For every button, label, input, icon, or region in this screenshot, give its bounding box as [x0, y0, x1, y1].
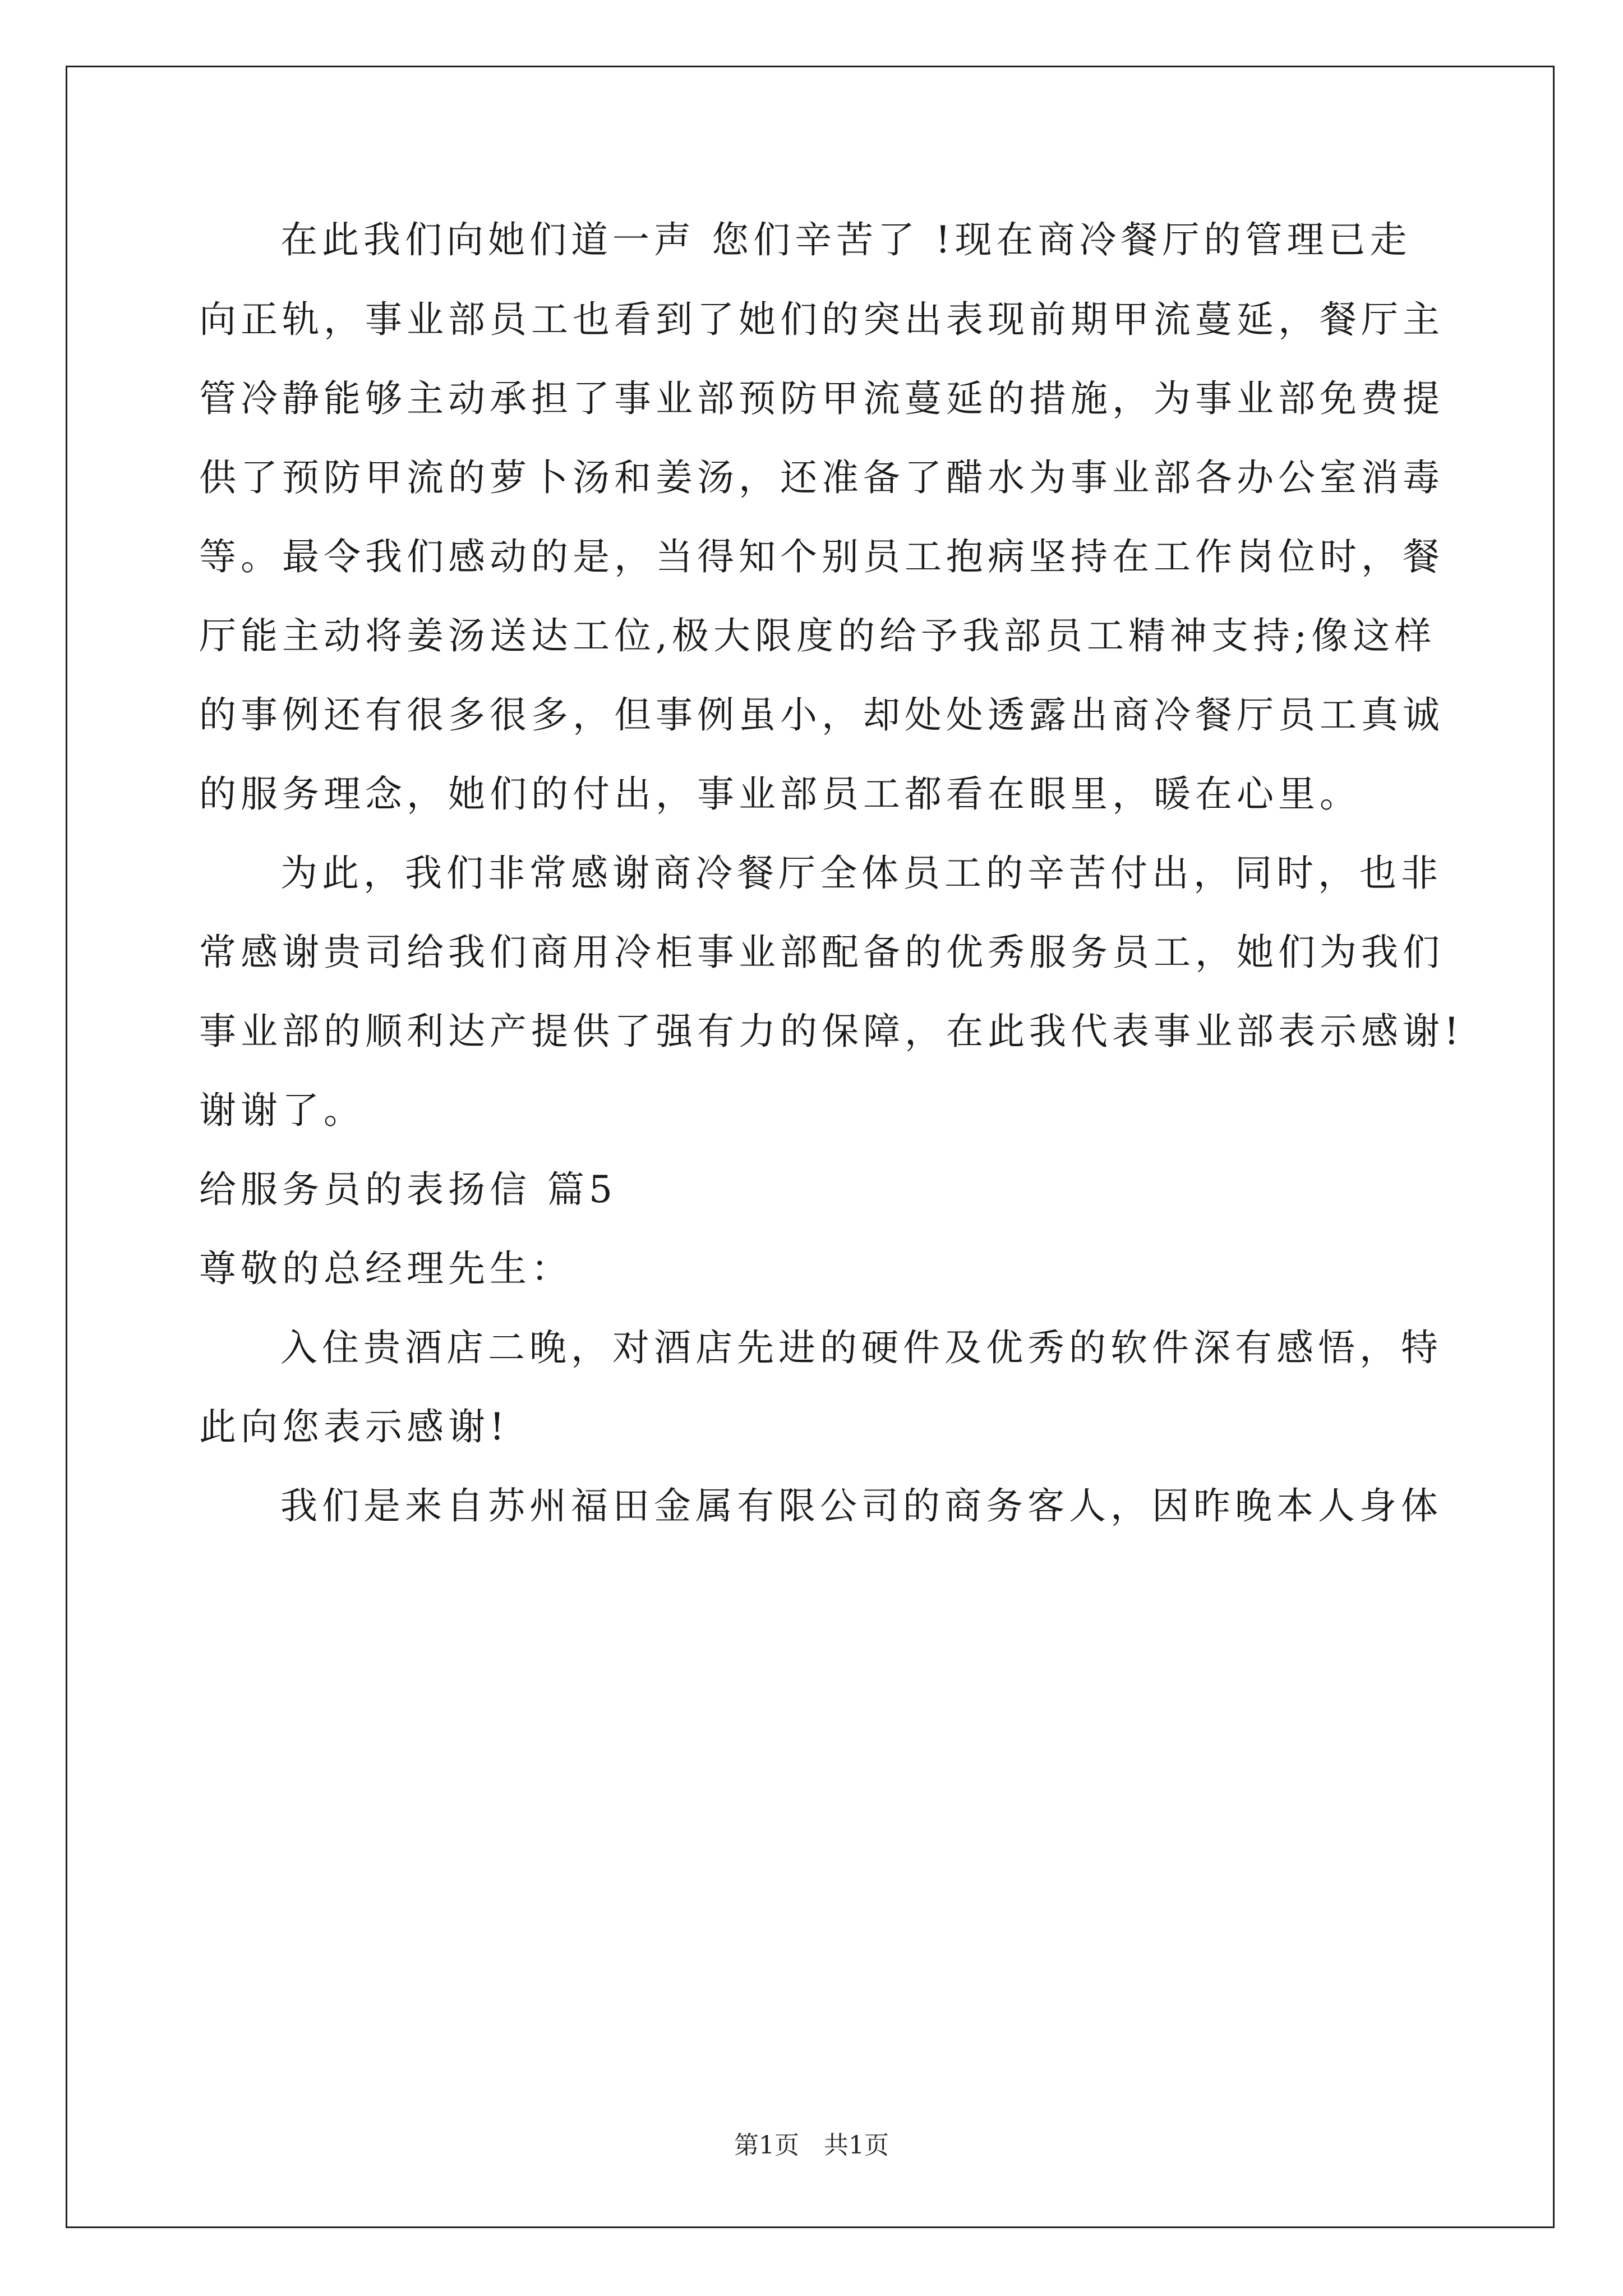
section-heading: 给服务员的表扬信 篇5 — [199, 1168, 617, 1211]
paragraph-line: 事业部的顺利达产提供了强有力的保障，在此我代表事业部表示感谢! — [199, 1010, 1464, 1053]
paragraph-line: 我们是来自苏州福田金属有限公司的商务客人，因昨晚本人身体 — [280, 1484, 1442, 1527]
paragraph-line: 的服务理念，她们的付出，事业部员工都看在眼里，暖在心里。 — [199, 772, 1361, 816]
paragraph-line: 在此我们向她们道一声 您们辛苦了 !现在商冷餐厅的管理已走 — [280, 218, 1412, 261]
paragraph-line: 谢谢了。 — [199, 1089, 365, 1132]
paragraph-line: 为此，我们非常感谢商冷餐厅全体员工的辛苦付出，同时，也非 — [280, 852, 1442, 895]
paragraph-line: 常感谢贵司给我们商用冷柜事业部配备的优秀服务员工，她们为我们 — [199, 931, 1444, 974]
paragraph-line: 厅能主动将姜汤送达工位,极大限度的给予我部员工精神支持;像这样 — [199, 614, 1436, 657]
paragraph-line: 向正轨，事业部员工也看到了她们的突出表现前期甲流蔓延，餐厅主 — [199, 298, 1444, 341]
paragraph-line: 供了预防甲流的萝卜汤和姜汤，还准备了醋水为事业部各办公室消毒 — [199, 456, 1444, 499]
document-body — [199, 218, 1464, 1527]
salutation: 尊敬的总经理先生： — [199, 1247, 573, 1290]
paragraph-line: 此向您表示感谢! — [199, 1405, 509, 1448]
paragraph-line: 的事例还有很多很多，但事例虽小，却处处透露出商冷餐厅员工真诚 — [199, 693, 1444, 737]
paragraph-line: 入住贵酒店二晚，对酒店先进的硬件及优秀的软件深有感悟，特 — [280, 1326, 1442, 1369]
page-footer: 第1页 共1页 — [734, 2131, 889, 2160]
paragraph-line: 管冷静能够主动承担了事业部预防甲流蔓延的措施，为事业部免费提 — [199, 377, 1444, 420]
paragraph-line: 等。最令我们感动的是，当得知个别员工抱病坚持在工作岗位时，餐 — [199, 535, 1444, 578]
